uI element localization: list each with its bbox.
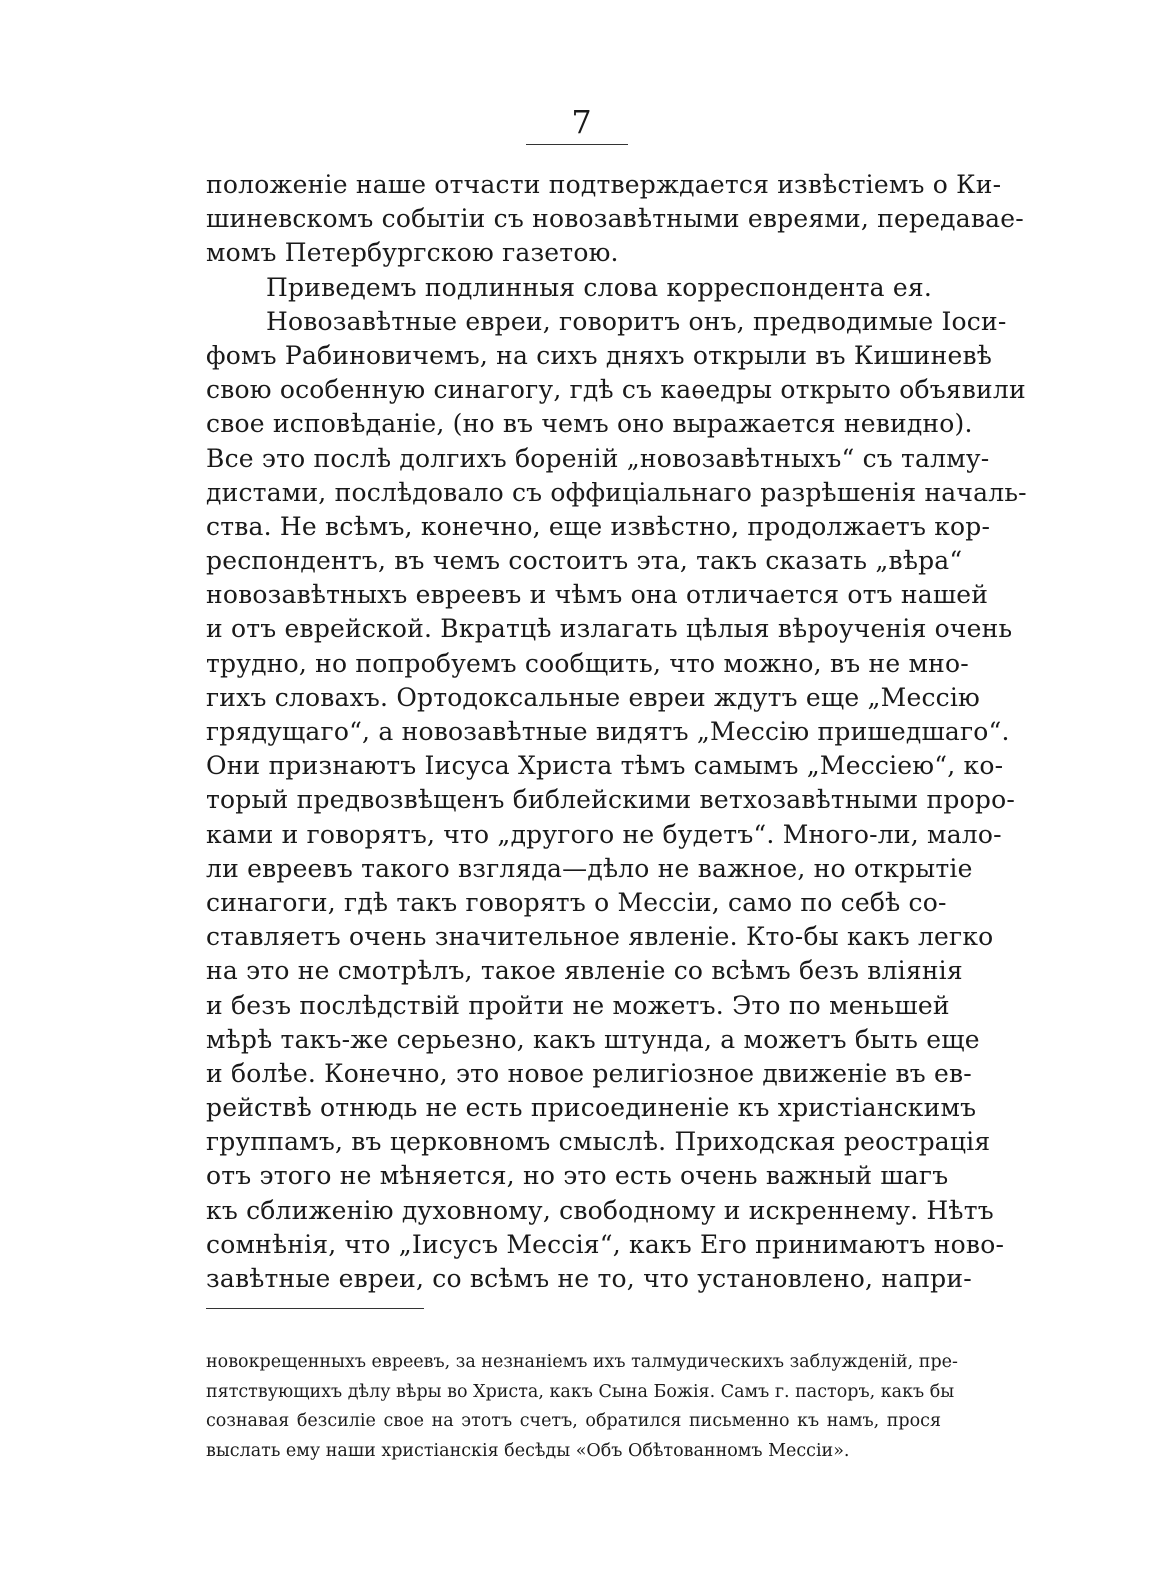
footnote-line: выслать ему наши христіанскія бесѣды «Объ Обѣтованномъ Мессіи».	[206, 1440, 850, 1461]
body-line: ками и говорятъ, что „другого не будетъ“. Много-ли, мало-	[206, 819, 1002, 849]
footnote	[206, 1348, 958, 1466]
body-line: свою особенную синагогу, гдѣ съ каѳедры открыто объявили	[206, 375, 1026, 405]
body-line: дистами, послѣдовало съ оффиціальнаго разрѣшенія началь-	[206, 477, 1027, 507]
footnote-line: пятствующихъ дѣлу вѣры во Христа, какъ Сына Божія. Самъ г. пасторъ, какъ бы	[206, 1381, 955, 1402]
body-line: торый предвозвѣщенъ библейскими ветхозавѣтными проро-	[206, 785, 1015, 815]
footnote-line: сознавая безсиліе свое на этотъ счетъ, обратился письменно къ намъ, прося	[206, 1411, 941, 1431]
body-line: ли евреевъ такого взгляда—дѣло не важное, но открытіе	[206, 853, 973, 883]
body-line: Они признаютъ Іисуса Христа тѣмъ самымъ „Мессіею“, ко-	[206, 751, 1004, 781]
main-text	[206, 168, 1027, 1296]
body-line: Новозавѣтные евреи, говоритъ онъ, предводимые Іоси-	[266, 306, 1007, 336]
page-number-rule	[526, 144, 628, 145]
body-line: на это не смотрѣлъ, такое явленіе со всѣмъ безъ вліянія	[206, 956, 963, 986]
body-line: Все это послѣ долгихъ бореній „новозавѣтныхъ“ съ талму-	[206, 443, 990, 473]
body-line: свое исповѣданіе, (но въ чемъ оно выражается невидно).	[206, 409, 973, 439]
body-line: и безъ послѣдствій пройти не можетъ. Это по меньшей	[206, 990, 950, 1020]
body-line: новозавѣтныхъ евреевъ и чѣмъ она отличается отъ нашей	[206, 580, 989, 610]
footnote-line: новокрещенныхъ евреевъ, за незнаніемъ ихъ талмудическихъ заблужденій, пре-	[206, 1352, 958, 1372]
body-line: ства. Не всѣмъ, конечно, еще извѣстно, продолжаетъ кор-	[206, 511, 991, 541]
body-line: момъ Петербургскою газетою.	[206, 238, 619, 268]
body-line: мѣрѣ такъ-же серьезно, какъ штунда, а можетъ быть еще	[206, 1024, 980, 1054]
body-line: трудно, но попробуемъ сообщить, что можно, въ не мно-	[206, 648, 969, 678]
body-line: Приведемъ подлинныя слова корреспондента ея.	[266, 272, 932, 302]
body-line: грядущаго“, а новозавѣтные видятъ „Мессію пришедшаго“.	[206, 717, 1010, 746]
body-line: и болѣе. Конечно, это новое религіозное движеніе въ ев-	[206, 1058, 972, 1088]
body-line: фомъ Рабиновичемъ, на сихъ дняхъ открыли въ Кишиневѣ	[206, 340, 993, 370]
footnote-rule	[206, 1308, 424, 1309]
body-line: респондентъ, въ чемъ состоитъ эта, такъ сказать „вѣра“	[206, 546, 963, 576]
body-line: отъ этого не мѣняется, но это есть очень важный шагъ	[206, 1161, 949, 1191]
body-line: группамъ, въ церковномъ смыслѣ. Приходская реострація	[206, 1127, 991, 1157]
body-line: рействѣ отнюдь не есть присоединеніе къ христіанскимъ	[206, 1093, 977, 1123]
body-line: ставляетъ очень значительное явленіе. Кто-бы какъ легко	[206, 922, 994, 952]
body-line: завѣтные евреи, со всѣмъ не то, что установлено, напри-	[206, 1264, 972, 1293]
body-line: шиневскомъ событіи съ новозавѣтными евреями, передавае-	[206, 204, 1024, 234]
page-number: 7	[571, 103, 592, 141]
body-line: положеніе наше отчасти подтверждается извѣстіемъ о Ки-	[206, 170, 1002, 199]
body-line: гихъ словахъ. Ортодоксальные евреи ждутъ еще „Мессію	[206, 682, 981, 712]
body-line: синагоги, гдѣ такъ говорятъ о Мессіи, само по себѣ со-	[206, 887, 947, 917]
body-line: къ сближенію духовному, свободному и искреннему. Нѣтъ	[206, 1195, 994, 1225]
body-line: и отъ еврейской. Вкратцѣ излагать цѣлыя вѣроученія очень	[206, 614, 1013, 644]
body-line: сомнѣнія, что „Іисусъ Мессія“, какъ Его принимаютъ ново-	[206, 1229, 1005, 1259]
